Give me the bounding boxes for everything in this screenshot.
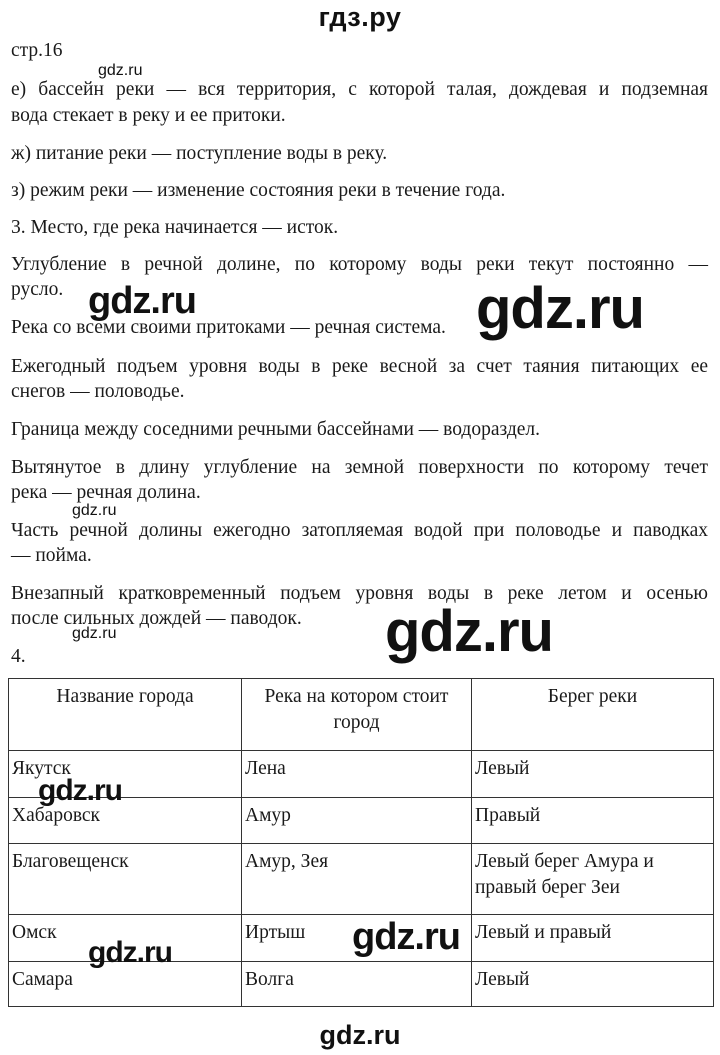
definition-channel-line1: Углубление в речной долине, по которому воды реки текут постоянно —: [11, 254, 708, 275]
table-header-row: [9, 679, 714, 751]
definition-floodplain-line1: Часть речной долины ежегодно затопляемая водой при половодье и паводках: [11, 520, 708, 541]
table-row: [9, 844, 714, 915]
definition-valley-line2: река — речная долина.: [11, 482, 201, 503]
watermark-medium: gdz.ru: [88, 936, 172, 969]
definition-freshet-line2: после сильных дождей — паводок.: [11, 608, 302, 629]
cell-bank: Левый: [472, 751, 714, 798]
definition-floodplain-line2: — пойма.: [11, 545, 92, 566]
definition-river-system: Река со всеми своими притоками — речная система.: [11, 317, 446, 338]
definition-basin-line1: е) бассейн реки — вся территория, с которой талая, дождевая и подземная: [11, 79, 708, 100]
watermark-small: gdz.ru: [98, 62, 143, 79]
definition-regime: з) режим реки — изменение состояния реки в течение года.: [11, 180, 506, 201]
watermark-small: gdz.ru: [72, 502, 117, 519]
cell-city: Самара: [9, 962, 242, 1007]
definition-channel-line2: русло.: [11, 279, 64, 300]
site-title: гдз.ру: [318, 2, 402, 32]
cell-river: Лена: [242, 751, 472, 798]
definition-freshet-line1: Внезапный кратковременный подъем уровня воды в реке летом и осенью: [11, 583, 708, 604]
definition-basin-line2: вода стекает в реку и ее притоки.: [11, 105, 286, 126]
cell-bank: Левый: [472, 962, 714, 1007]
watermark-medium: gdz.ru: [88, 280, 196, 322]
definition-valley-line1: Вытянутое в длину углубление на земной поверхности по которому течет: [11, 457, 708, 478]
cell-bank: Правый: [472, 798, 714, 844]
page-reference: стр.16: [11, 40, 63, 61]
watermark-medium: gdz.ru: [38, 774, 122, 807]
answer-3-source: 3. Место, где река начинается — исток.: [11, 217, 339, 238]
watermark-large: gdz.ru: [476, 276, 644, 341]
cell-bank: Левый и правый: [472, 915, 714, 962]
cell-river: Амур: [242, 798, 472, 844]
cell-city: Хабаровск: [9, 798, 242, 844]
header-bank: Берег реки: [472, 679, 714, 751]
cell-bank: Левый берег Амура и правый берег Зеи: [472, 844, 714, 915]
header-city: Название города: [9, 679, 242, 751]
cell-city: Омск: [9, 915, 242, 962]
answer-4-label: 4.: [11, 646, 26, 667]
cell-river: Иртыш: [242, 915, 472, 962]
cell-river: Волга: [242, 962, 472, 1007]
cell-city: Благовещенск: [9, 844, 242, 915]
watermark-small: gdz.ru: [72, 625, 117, 642]
cell-river: Амур, Зея: [242, 844, 472, 915]
watermark-medium: gdz.ru: [352, 916, 460, 958]
cell-city: Якутск: [9, 751, 242, 798]
header-river: Река на котором стоит город: [242, 679, 472, 751]
definition-watershed: Граница между соседними речными бассейнами — водораздел.: [11, 419, 541, 440]
footer-watermark: gdz.ru: [319, 1020, 401, 1050]
definition-high-water-line2: снегов — половодье.: [11, 381, 185, 402]
definition-feeding: ж) питание реки — поступление воды в реку.: [11, 143, 388, 164]
definition-high-water-line1: Ежегодный подъем уровня воды в реке весной за счет таяния питающих ее: [11, 356, 708, 377]
watermark-large: gdz.ru: [385, 599, 553, 664]
